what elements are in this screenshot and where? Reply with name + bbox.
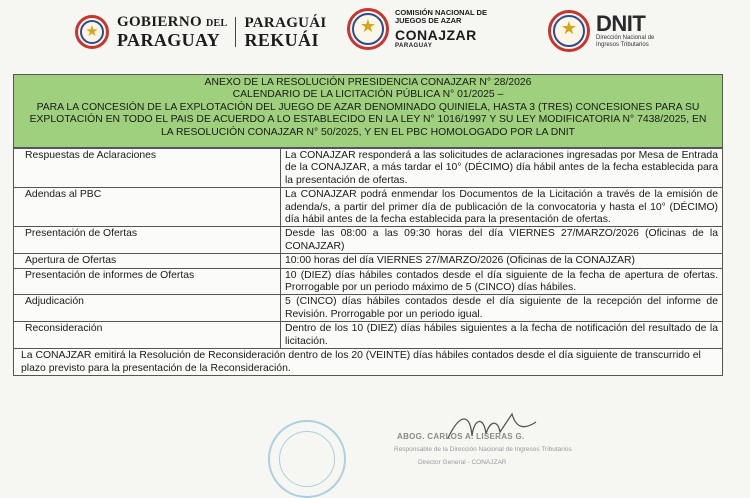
dnit-name: DNIT — [596, 11, 646, 36]
conajzar-seal-icon: ★ — [347, 8, 389, 50]
row-value: 10:00 horas del día VIERNES 27/MARZO/2026 (Oficinas de la CONAJZAR) — [281, 254, 723, 268]
annex-title-line: ANEXO DE LA RESOLUCIÓN PRESIDENCIA CONAJZAR N° 28/2026 — [204, 77, 532, 88]
row-label: Presentación de Ofertas — [14, 227, 281, 254]
row-label: Adjudicación — [14, 295, 281, 322]
row-label: Respuestas de Aclaraciones — [14, 149, 281, 188]
calendar-table — [13, 148, 723, 376]
row-value: La CONAJZAR responderá a las solicitudes de aclaraciones ingresadas por Mesa de Entrada de la CONAJZAR, a más tardar el 10° (DÉCIMO) día hábil antes de la fecha establecida para la presentación de ofertas. — [281, 149, 723, 188]
annex-title-line: CALENDARIO DE LA LICITACIÓN PÚBLICA N° 01/2025 – — [232, 89, 504, 101]
table-row — [14, 254, 723, 268]
dnit-seal-icon: ★ — [548, 10, 590, 52]
table-row — [14, 149, 723, 188]
footer-row — [14, 349, 723, 376]
table-row — [14, 295, 723, 322]
dnit-subtitle: Dirección Nacional de Ingresos Tributarios — [596, 35, 655, 48]
signatory-title: Director General - CONAJZAR — [418, 459, 507, 466]
annex-title-line: PARA LA CONCESIÓN DE LA EXPLOTACIÓN DEL JUEGO DE AZAR DENOMINADO QUINIELA, HASTA 3 (TRES) CONCESIONES PARA SU — [36, 101, 700, 113]
row-label: Apertura de Ofertas — [14, 254, 281, 268]
dnit-logo — [548, 10, 662, 52]
conajzar-country: PARAGUAY — [395, 42, 433, 49]
row-value: La CONAJZAR podrá enmendar los Documentos de la Licitación a través de la emisión de adenda/s, a partir del primer día de publicación de la convocatoria y hasta el 10° (DÉCIMO) día hábil antes de la fecha establecida para la presentación de ofertas. — [281, 188, 723, 227]
annex-title-line: LA RESOLUCIÓN CONAJZAR N° 50/2025, Y EN EL PBC HOMOLOGADO POR LA DNIT — [161, 126, 575, 138]
handwritten-signature — [440, 408, 560, 448]
signatory-role: Responsable de la Dirección Nacional de Ingresos Tributarios — [394, 446, 572, 453]
conajzar-logo — [347, 8, 505, 50]
conajzar-subtitle: COMISIÓN NACIONAL DE JUEGOS DE AZAR — [395, 7, 487, 25]
row-label: Presentación de informes de Ofertas — [14, 268, 281, 295]
footer-note: La CONAJZAR emitirá la Resolución de Reconsideración dentro de los 20 (VEINTE) días hábiles contados desde el día siguiente de transcurrido el plazo previsto para la presentación de la Reconsideración. — [14, 349, 723, 376]
table-row — [14, 322, 723, 349]
gobierno-text: GOBIERNO DEL PARAGUAY — [117, 14, 228, 50]
resolution-annex — [13, 74, 723, 376]
row-value: 10 (DIEZ) días hábiles contados desde el día siguiente de la fecha de apertura de ofertas. Prorrogable por un periodo máximo de 5 (CINCO) días hábiles. — [281, 268, 723, 295]
gobierno-paraguay-logo — [75, 14, 327, 49]
signatory-name: ABOG. CARLOS A. LISERAS G. — [397, 432, 525, 441]
letterhead — [0, 0, 750, 62]
row-value: Dentro de los 10 (DIEZ) días hábiles siguientes a la fecha de notificación del resultado de la licitación. — [281, 322, 723, 349]
annex-title-band — [13, 74, 723, 148]
row-label: Reconsideración — [14, 322, 281, 349]
conajzar-name: CONAJZAR — [395, 26, 477, 43]
logo-divider — [235, 17, 236, 47]
table-row — [14, 268, 723, 295]
annex-title-line: EXPLOTACIÓN EN TODO EL PAIS DE ACUERDO A LO ESTABLECIDO EN LA LEY N° 1016/1997 Y SU LEY MODIFICATORIA N° 7438/2025, EN — [29, 114, 707, 126]
row-value: Desde las 08:00 a las 09:30 horas del día VIERNES 27/MARZO/2026 (Oficinas de la CONAJZAR) — [281, 227, 723, 254]
official-stamp — [268, 420, 346, 498]
table-row — [14, 227, 723, 254]
row-value: 5 (CINCO) días hábiles contados desde el día siguiente de la recepción del informe de Revisión. Prorrogable por un periodo igual. — [281, 295, 723, 322]
national-seal-icon: ★ — [75, 15, 109, 49]
guarani-text: PARAGUÁI REKUÁI — [244, 14, 327, 50]
table-row — [14, 188, 723, 227]
row-label: Adendas al PBC — [14, 188, 281, 227]
